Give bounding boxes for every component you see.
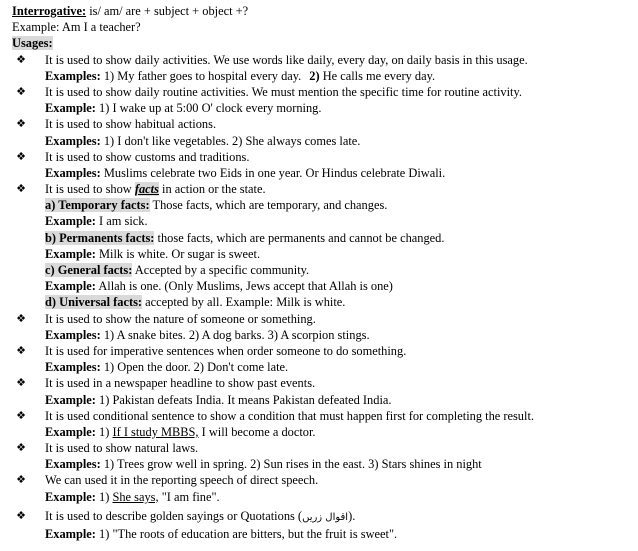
example-text: 1) I wake up at 5:00 O' clock every morning. (95, 101, 322, 116)
usage-text: ). (348, 508, 356, 523)
example-label: Examples: (45, 68, 101, 83)
usage-item-natural-laws (12, 440, 638, 456)
usage-item-conditional (12, 408, 638, 424)
example-underlined: She says, (112, 489, 159, 504)
example-label: Examples: (45, 457, 101, 472)
permanent-facts-label: b) Permanents facts: (45, 230, 155, 245)
example-label: Example: (45, 489, 96, 504)
usage-text: It is used to show customs and traditions. (45, 149, 250, 164)
usage-item-nature (12, 311, 638, 327)
urdu-text: اقوال زریں (302, 511, 349, 523)
example-label: Examples: (45, 133, 101, 148)
usage-item-quotations (12, 508, 638, 524)
usage-example (12, 213, 638, 229)
usage-item-customs (12, 149, 638, 165)
example-text: 1) Pakistan defeats India. It means Pakistan defeated India. (95, 392, 392, 407)
universal-facts-text: accepted by all. Example: Milk is white. (142, 295, 346, 310)
usages-label: Usages: (12, 36, 53, 51)
temporary-facts (12, 197, 638, 213)
usage-example (12, 359, 638, 375)
temporary-facts-text: Those facts, which are temporary, and changes. (149, 198, 388, 213)
bullet-diamond-icon: ❖ (16, 408, 26, 422)
example-text: 1) My father goes to hospital every day. (100, 68, 302, 83)
usages-heading (12, 35, 638, 51)
interrogative-formula (12, 3, 638, 19)
usage-text: It is used to show (45, 182, 135, 197)
example-underlined: If I study MBBS, (112, 424, 199, 439)
permanent-facts-text: those facts, which are permanents and cannot be changed. (154, 230, 445, 245)
interrogative-label: Interrogative: (12, 4, 87, 18)
permanent-facts (12, 230, 638, 246)
universal-facts (12, 294, 638, 310)
general-facts-label: c) General facts: (45, 263, 133, 277)
usage-item-headline (12, 375, 638, 391)
bullet-diamond-icon: ❖ (16, 117, 26, 131)
usage-example (12, 392, 638, 408)
example-label: Examples: (45, 165, 101, 180)
example-label: Example: (45, 246, 96, 261)
usage-example (12, 100, 638, 116)
temporary-facts-label: a) Temporary facts: (45, 198, 150, 213)
facts-keyword: facts (134, 182, 159, 197)
bullet-diamond-icon: ❖ (16, 343, 26, 357)
example-number: 2) (309, 68, 320, 83)
usage-example (12, 278, 638, 294)
usage-example (12, 246, 638, 262)
usage-text: It is used conditional sentence to show a condition that must happen first for completing the result. (45, 408, 534, 423)
general-facts (12, 262, 638, 278)
usage-text: It is used to show daily routine activities. We must mention the specific time for routine activity. (45, 84, 522, 99)
bullet-diamond-icon: ❖ (16, 182, 26, 196)
example-text: He calls me every day. (319, 68, 436, 83)
example-text: Allah is one. (Only Muslims, Jews accept that Allah is one) (95, 279, 393, 294)
example-text: 1) (95, 424, 113, 439)
general-facts-text: Accepted by a specific community. (132, 263, 310, 277)
example-label: Example: (45, 214, 96, 229)
usage-item-facts (12, 181, 638, 197)
bullet-diamond-icon: ❖ (16, 473, 26, 487)
usage-text: It is used to show natural laws. (45, 441, 199, 456)
example-text: 1) "The roots of education are bitters, but the fruit is sweet". (95, 527, 398, 541)
usage-item-habitual-actions (12, 116, 638, 132)
example-label: Example: (45, 392, 96, 407)
usage-text: It is used to describe golden sayings or Quotations ( (45, 508, 303, 523)
usage-text: It is used for imperative sentences when order someone to do something. (45, 343, 407, 358)
usage-example (12, 165, 638, 181)
example-text: 1) A snake bites. 2) A dog barks. 3) A scorpion stings. (100, 327, 370, 342)
interrogative-example: Example: Am I a teacher? (12, 20, 141, 35)
usage-example (12, 133, 638, 149)
usage-text: We can used it in the reporting speech of direct speech. (45, 473, 319, 488)
bullet-diamond-icon: ❖ (16, 149, 26, 163)
example-text: 1) (95, 489, 113, 504)
example-label: Examples: (45, 327, 101, 342)
example-text: I am sick. (95, 214, 148, 229)
usage-text: It is used to show the nature of someone or something. (45, 311, 316, 326)
bullet-diamond-icon: ❖ (16, 376, 26, 390)
usage-text: It is used to show daily activities. We use words like daily, every day, on daily basis in this usage. (45, 52, 528, 67)
usage-item-reporting-speech (12, 472, 638, 488)
example-label: Example: (45, 101, 96, 116)
bullet-diamond-icon: ❖ (16, 508, 26, 522)
usage-item-daily-activities (12, 52, 638, 68)
formula-text: is/ am/ are + subject + object +? (86, 4, 249, 18)
bullet-diamond-icon: ❖ (16, 311, 26, 325)
bullet-diamond-icon: ❖ (16, 52, 26, 66)
usage-item-imperative (12, 343, 638, 359)
usage-example (12, 456, 638, 472)
bullet-diamond-icon: ❖ (16, 441, 26, 455)
example-label: Example: (45, 527, 96, 541)
example-text: Milk is white. Or sugar is sweet. (95, 246, 261, 261)
usage-example (12, 327, 638, 343)
bullet-diamond-icon: ❖ (16, 84, 26, 98)
usage-example (12, 68, 638, 84)
usage-text: in action or the state. (158, 182, 266, 197)
example-label: Example: (45, 279, 96, 294)
example-label: Example: (45, 424, 96, 439)
example-text: "I am fine". (158, 489, 220, 504)
universal-facts-label: d) Universal facts: (45, 295, 143, 310)
example-text: 1) Trees grow well in spring. 2) Sun rises in the east. 3) Stars shines in night (100, 457, 482, 472)
usage-text: It is used in a newspaper headline to show past events. (45, 376, 316, 391)
usage-item-routine-activities (12, 84, 638, 100)
example-text: 1) Open the door. 2) Don't come late. (100, 360, 289, 375)
example-text: 1) I don't like vegetables. 2) She always comes late. (100, 133, 361, 148)
example-label: Examples: (45, 360, 101, 375)
example-text: I will become a doctor. (198, 424, 316, 439)
usage-example (12, 489, 638, 505)
usage-example (12, 424, 638, 440)
usage-example (12, 526, 638, 542)
example-text: Muslims celebrate two Eids in one year. Or Hindus celebrate Diwali. (100, 165, 446, 180)
usage-text: It is used to show habitual actions. (45, 117, 217, 132)
